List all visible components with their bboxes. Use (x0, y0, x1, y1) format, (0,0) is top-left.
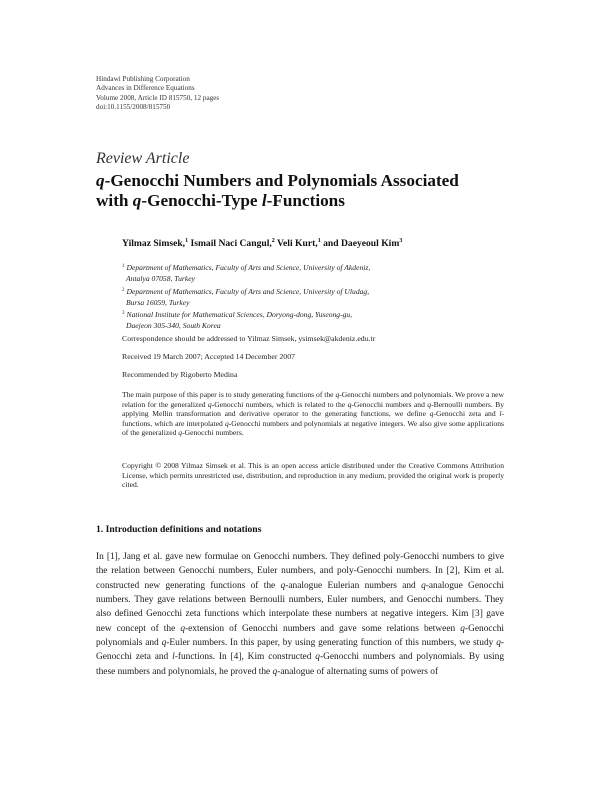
author-affiliation-mark: 3 (399, 238, 403, 244)
body-paragraph: In [1], Jang et al. gave new formulae on Genocchi numbers. They defined poly-Genocchi numbers to give the relation between Genocchi numbers, Euler numbers, and poly-Genocchi numbers. In [2], Kim et al. constructed new generating functions of the q-analogue Eulerian numbers and q-analogue Genocchi numbers. They gave relations between Bernoulli numbers, Euler numbers, and Genocchi numbers. They also defined Genocchi zeta functions which interpolate these numbers at negative integers. Kim [3] gave new concept of the q-extension of Genocchi numbers and gave some relations between q-Genocchi polynomials and q-Euler numbers. In this paper, by using generating function of this numbers, we study q-Genocchi zeta and l-functions. In [4], Kim constructed q-Genocchi numbers and polynomials. By using these numbers and polynomials, he proved the q-analogue of alternating sums of powers of (96, 552, 505, 677)
author-affiliation-mark: 1 (317, 238, 321, 244)
affiliation: $^3$ National Institute for Mathematical Sciences, Doryong-dong, Yuseong-gu, Daejeon 305-340, South Korea (122, 310, 353, 331)
copyright-notice: Copyright © 2008 Yilmaz Simsek et al. This is an open access article distributed under the Creative Commons Attribution License, which permits unrestricted use, distribution, and reproduction in any medium, provided the original work is properly cited. (122, 461, 504, 490)
abstract: The main purpose of this paper is to study generating functions of the q-Genocchi numbers and polynomials. We prove a new relation for the generalized q-Genocchi numbers, which is related to the q-Genocchi numbers and q-Bernoulli numbers. By applying Mellin transformation and derivative operator to the generating functions, we define q-Genocchi zeta and l-functions, which are interpolated q-Genocchi numbers and polynomials at negative integers. We also give some applications of the generalized q-Genocchi numbers. (122, 390, 505, 438)
recommended-by: Recommended by Rigoberto Medina (122, 370, 238, 379)
journal-header (96, 75, 219, 113)
journal-name: Advances in Difference Equations (96, 84, 195, 93)
doi: doi:10.1155/2008/815750 (96, 103, 171, 112)
section-heading: 1. Introduction definitions and notations (96, 524, 262, 535)
title-line-1: q-Genocchi Numbers and Polynomials Associated (96, 171, 459, 190)
author-list (122, 238, 402, 249)
paper-title (96, 171, 516, 210)
article-type: Review Article (96, 150, 190, 167)
publisher-name: Hindawi Publishing Corporation (96, 75, 190, 83)
volume-info: Volume 2008, Article ID 815750, 12 pages (96, 93, 220, 102)
affiliation: $^2$ Department of Mathematics, Faculty of Arts and Science, University of Uludag, Bursa 16059, Turkey (122, 286, 370, 307)
author-name: Ismail Naci Cangul, (188, 238, 272, 249)
received-dates: Received 19 March 2007; Accepted 14 December 2007 (122, 352, 295, 361)
author-name: Yilmaz Simsek, (122, 238, 186, 249)
author-affiliation-mark: 1 (185, 238, 189, 244)
author-name: Veli Kurt, (274, 238, 318, 249)
affiliation-list (122, 261, 370, 332)
author-name: and Daeyeoul Kim (320, 238, 400, 249)
affiliation: $^1$ Department of Mathematics, Faculty of Arts and Science, University of Akdeniz, Antalya 07058, Turkey (122, 263, 371, 284)
correspondence-line: Correspondence should be addressed to Yilmaz Simsek, ysimsek@akdeniz.edu.tr (122, 334, 376, 343)
author-affiliation-mark: 2 (271, 238, 275, 244)
title-line-2: with q-Genocchi-Type l-Functions (96, 190, 345, 210)
